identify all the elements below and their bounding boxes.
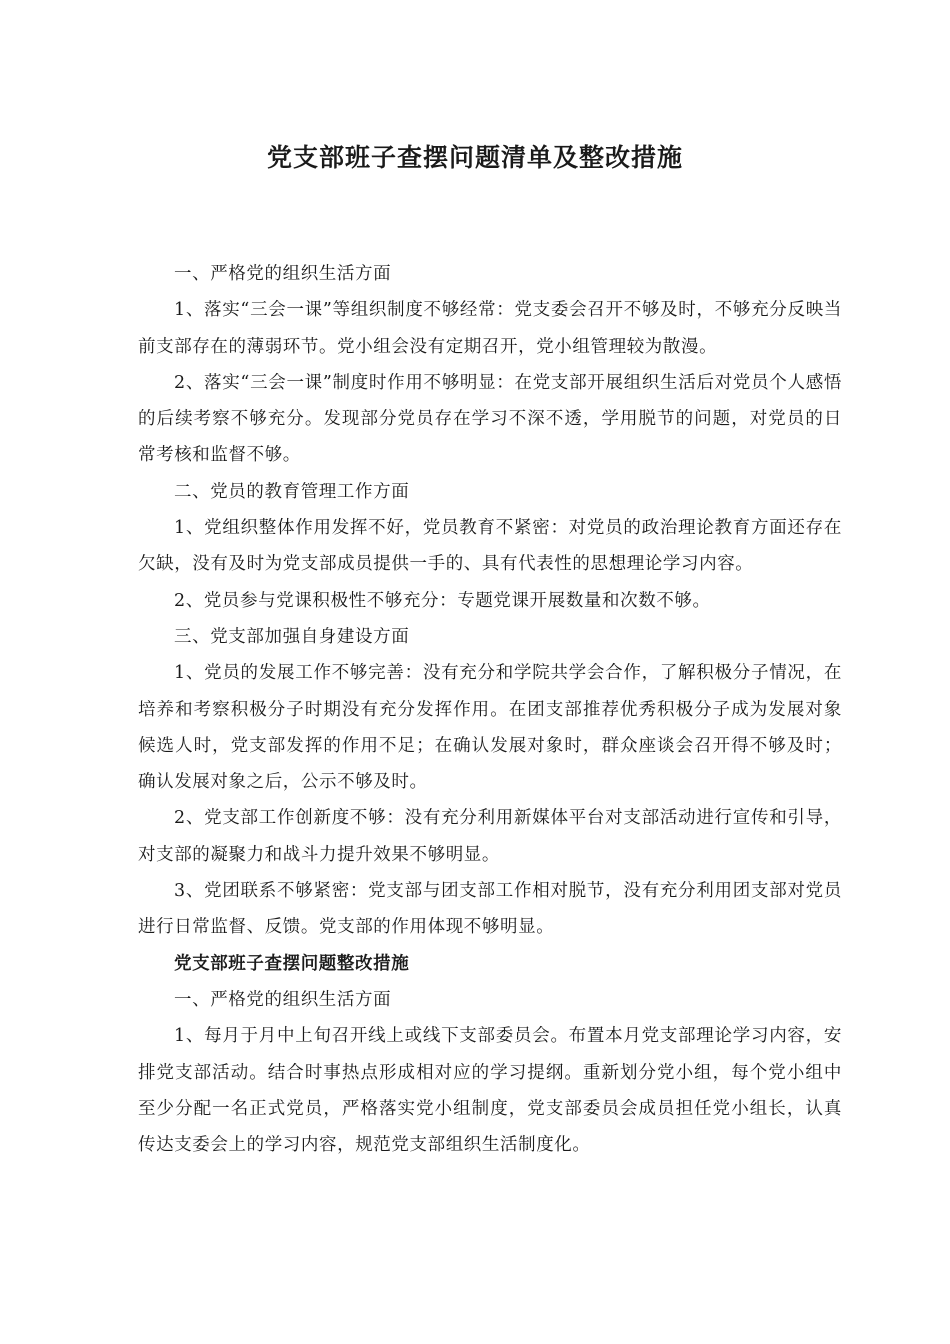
paragraph: 2、落实“三会一课”制度时作用不够明显：在党支部开展组织生活后对党员个人感悟的后续考察不够充分。发现部分党员存在学习不深不透，学用脱节的问题，对党员的日常考核和监督不够。 xyxy=(138,372,842,466)
section-heading: 二、党员的教育管理工作方面 xyxy=(174,481,410,502)
paragraph: 2、党员参与党课积极性不够充分：专题党课开展数量和次数不够。 xyxy=(174,590,711,611)
section-heading: 一、严格党的组织生活方面 xyxy=(174,264,392,284)
paragraph: 1、落实“三会一课”等组织制度不够经常：党支委会召开不够及时，不够充分反映当前支部存在的薄弱环节。党小组会没有定期召开，党小组管理较为散漫。 xyxy=(138,300,842,357)
paragraph: 2、党支部工作创新度不够：没有充分利用新媒体平台对支部活动进行宣传和引导，对支部的凝聚力和战斗力提升效果不够明显。 xyxy=(138,808,842,865)
section-heading: 三、党支部加强自身建设方面 xyxy=(174,626,410,647)
document-body xyxy=(138,256,842,1163)
paragraph: 1、党员的发展工作不够完善：没有充分和学院共学会合作，了解积极分子情况，在培养和考察积极分子时期没有充分发挥作用。在团支部推荐优秀积极分子成为发展对象候选人时，党支部发挥的作用不足；在确认发展对象时，群众座谈会召开得不够及时；确认发展对象之后，公示不够及时。 xyxy=(138,663,842,793)
document-title: 党支部班子查摆问题清单及整改措施 xyxy=(266,143,683,172)
section-heading: 一、严格党的组织生活方面 xyxy=(174,989,392,1010)
paragraph: 1、党组织整体作用发挥不好，党员教育不紧密：对党员的政治理论教育方面还存在欠缺，没有及时为党支部成员提供一手的、具有代表性的思想理论学习内容。 xyxy=(138,518,842,575)
subtitle-heading: 党支部班子查摆问题整改措施 xyxy=(174,953,410,974)
paragraph: 3、党团联系不够紧密：党支部与团支部工作相对脱节，没有充分利用团支部对党员进行日常监督、反馈。党支部的作用体现不够明显。 xyxy=(138,881,842,938)
paragraph: 1、每月于月中上旬召开线上或线下支部委员会。布置本月党支部理论学习内容，安排党支部活动。结合时事热点形成相对应的学习提纲。重新划分党小组，每个党小组中至少分配一名正式党员，严格落实党小组制度，党支部委员会成员担任党小组长，认真传达支委会上的学习内容，规范党支部组织生活制度化。 xyxy=(138,1026,842,1156)
